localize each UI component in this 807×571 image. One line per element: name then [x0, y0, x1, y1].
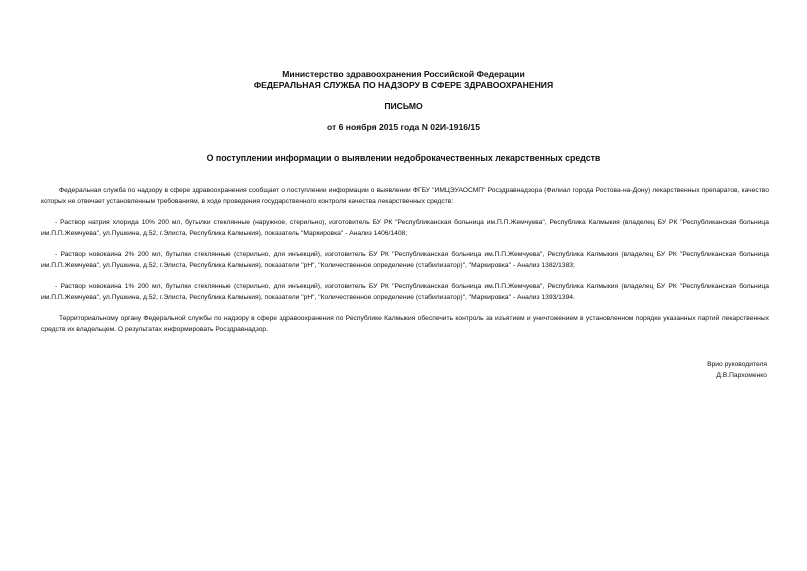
service-name: ФЕДЕРАЛЬНАЯ СЛУЖБА ПО НАДЗОРУ В СФЕРЕ ЗДРАВООХРАНЕНИЯ — [253, 80, 554, 90]
closing-paragraph: Территориальному органу Федеральной службы по надзору в сфере здравоохранения по Республике Калмыкия обеспечить контроль за изъятием и уничтожением в установленном порядке указанных партий лекарственных средств их владельцем. О результатах информировать Росздравнадзор. — [41, 315, 769, 333]
list-item: - Раствор новокаина 2% 200 мл, бутылки стеклянные (стерильно, для инъекций), изготовитель БУ РК "Республиканская больница им.П.П.Жемчуева", Республика Калмыкия (владелец БУ РК "Республиканская больница им.П.П.Жемчуева", ул.Пушкина, д.52, г.Элиста, Республика Калмыкия), показатели "рН", "Количественное определение (стабилизатор)", "Маркировка" - Анализ 1382/1383; — [41, 251, 769, 269]
signatory-name: Д.В.Пархоменко — [716, 372, 767, 379]
document-number: от 6 ноября 2015 года N 02И-1916/15 — [327, 122, 480, 132]
list-item: - Раствор новокаина 1% 200 мл, бутылки стеклянные (стерильно, для инъекций), изготовитель БУ РК "Республиканская больница им.П.П.Жемчуева", Республика Калмыкия (владелец БУ РК "Республиканская больница им.П.П.Жемчуева", ул.Пушкина, д.52, г.Элиста, Республика Калмыкия), показатели "рН", "Количественное определение (стабилизатор)", "Маркировка" - Анализ 1393/1394. — [41, 283, 769, 301]
intro-paragraph: Федеральная служба по надзору в сфере здравоохранения сообщает о поступлении информации о выявлении ФГБУ "ИМЦЭУАОСМП" Росздравнадзора (Филиал города Ростова-на-Дону) лекарственных препаратов, качество которых не отвечает установленным требованиям, в ходе проведения государственного контроля качества лекарственных средств: — [41, 187, 769, 205]
document-body — [41, 185, 769, 345]
ministry-name: Министерство здравоохранения Российской Федерации — [282, 69, 525, 79]
document-subject: О поступлении информации о выявлении недоброкачественных лекарственных средств — [206, 153, 601, 163]
list-item: - Раствор натрия хлорида 10% 200 мл, бутылки стеклянные (наружное, стерильно), изготовитель БУ РК "Республиканская больница им.П.П.Жемчуева", Республика Калмыкия (владелец БУ РК "Республиканская больница им.П.П.Жемчуева", ул.Пушкина, д.52, г.Элиста, Республика Калмыкия), показатель "Маркировка" - Анализ 1406/1408; — [41, 219, 769, 237]
signatory-position: Врио руководителя — [707, 361, 767, 368]
signature-block — [527, 359, 767, 381]
document-type: ПИСЬМО — [384, 101, 423, 111]
